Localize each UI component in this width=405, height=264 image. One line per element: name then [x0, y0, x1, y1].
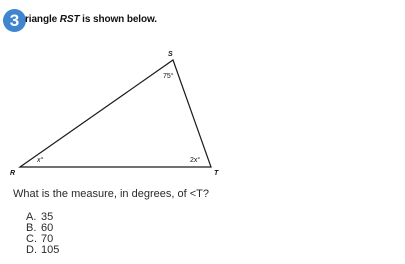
- title-prefix: riangle: [25, 14, 60, 25]
- answer-choices: [26, 212, 59, 256]
- choice-c-letter: C.: [26, 233, 37, 245]
- angle-label-t: 2x°: [190, 157, 201, 164]
- vertex-label-s: S: [168, 51, 173, 58]
- choice-a-letter: A.: [26, 211, 37, 223]
- question-text: What is the measure, in degrees, of <T?: [13, 188, 209, 200]
- question-number-badge: 3: [3, 9, 26, 32]
- title-suffix: is shown below.: [79, 14, 157, 25]
- choice-c-value: 70: [41, 233, 54, 245]
- triangle-rst: [20, 60, 211, 167]
- vertex-label-t: T: [214, 170, 219, 177]
- angle-label-s: 75°: [163, 73, 174, 80]
- choice-b-value: 60: [41, 222, 54, 234]
- choice-d-letter: D.: [26, 244, 37, 256]
- choice-d-value: 105: [41, 244, 60, 256]
- choice-a-value: 35: [41, 211, 54, 223]
- choice-b-letter: B.: [26, 222, 37, 234]
- title-triangle-name: RST: [59, 14, 80, 25]
- choice-d[interactable]: [26, 245, 59, 256]
- angle-label-r: x°: [37, 157, 44, 164]
- vertex-label-r: R: [10, 170, 16, 177]
